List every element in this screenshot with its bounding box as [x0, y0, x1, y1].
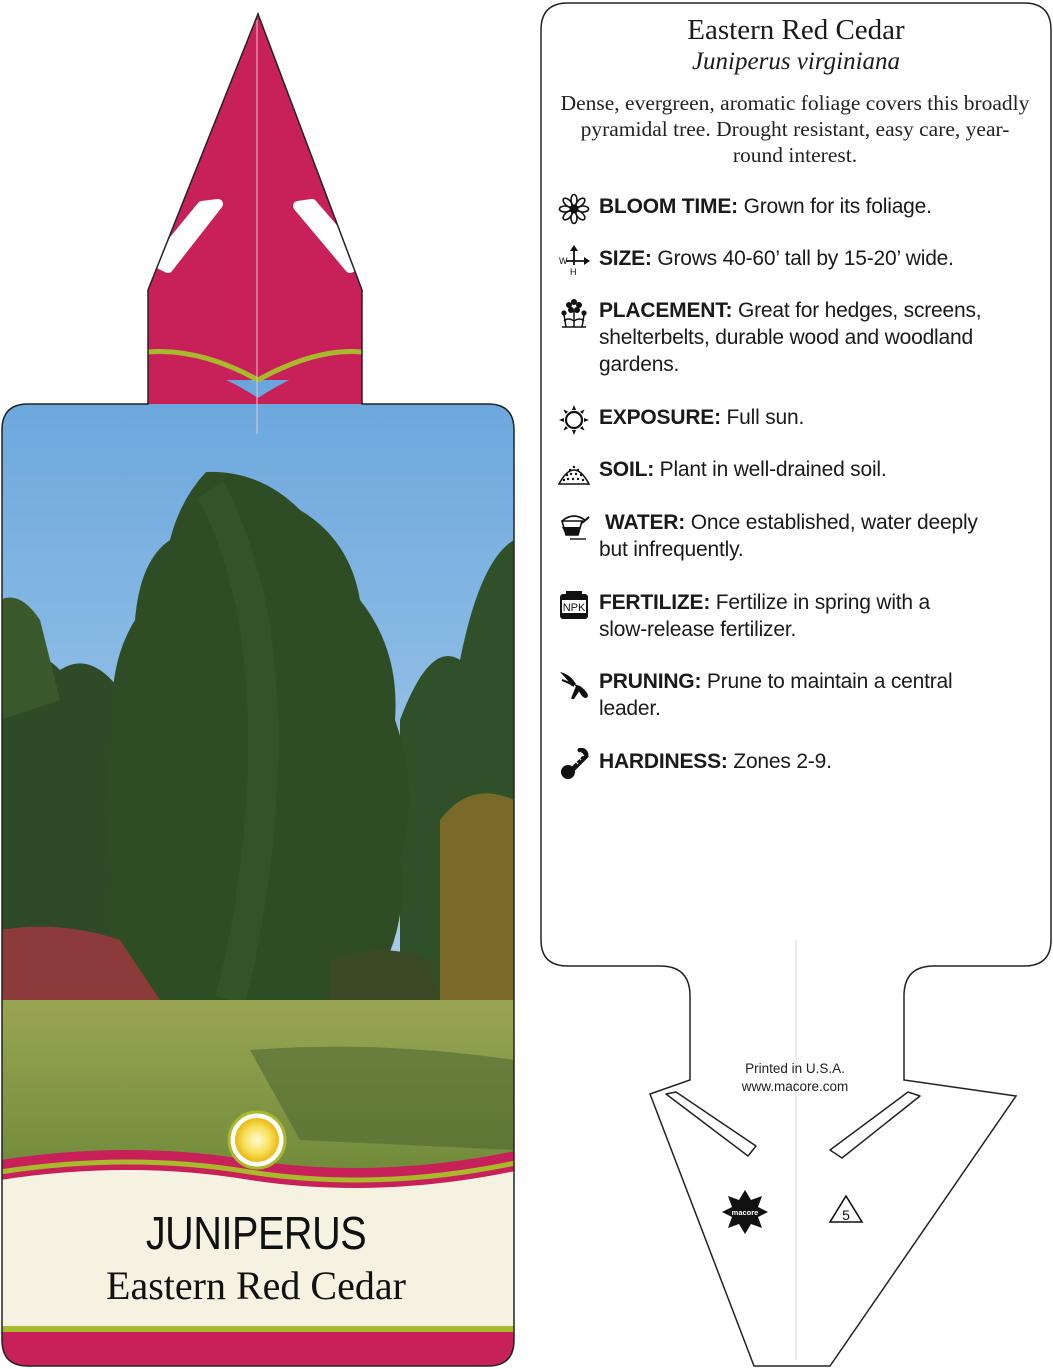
macore-logo: [722, 1190, 768, 1234]
placement-flowers-icon: [558, 297, 590, 329]
care-line: shelterbelts, durable wood and woodland: [599, 326, 973, 349]
care-line: slow-release fertilizer.: [599, 618, 797, 641]
care-line: leader.: [599, 697, 661, 720]
latin-name: Juniperus virginiana: [691, 48, 901, 75]
printed-origin: Printed in U.S.A.: [745, 1061, 845, 1076]
care-line: Plant in well-drained soil.: [659, 458, 887, 481]
sun-icon: [558, 404, 590, 436]
care-label: SIZE:: [599, 247, 652, 270]
care-line: Fertilize in spring with a: [715, 591, 931, 614]
tree-photo: [0, 380, 520, 1180]
care-line: Full sun.: [726, 406, 805, 429]
care-label: PLACEMENT:: [599, 299, 733, 322]
care-label: EXPOSURE:: [599, 406, 721, 429]
care-line: but infrequently.: [599, 538, 744, 561]
svg-text:macore: macore: [731, 1208, 759, 1217]
watering-can-icon: [558, 509, 590, 541]
plant-title: Eastern Red Cedar: [687, 14, 905, 46]
care-line: Zones 2-9.: [733, 750, 832, 773]
care-label: PRUNING:: [599, 670, 702, 693]
svg-text:NPK: NPK: [562, 602, 586, 614]
thermometer-icon: [558, 748, 590, 780]
printed-info: [700, 1060, 890, 1096]
pruners-icon: [558, 668, 590, 700]
front-common-name: Eastern Red Cedar: [106, 1263, 406, 1308]
printed-url: www.macore.com: [741, 1079, 849, 1094]
svg-text:5: 5: [842, 1207, 850, 1223]
care-line: Grown for its foliage.: [743, 195, 932, 218]
care-line: Once established, water deeply: [690, 511, 978, 534]
size-arrows-icon: [558, 245, 590, 277]
care-label: BLOOM TIME:: [599, 195, 738, 218]
care-label: WATER:: [605, 511, 686, 534]
front-spike-fill: [0, 0, 520, 420]
care-label: SOIL:: [599, 458, 654, 481]
care-label: FERTILIZE:: [599, 591, 711, 614]
full-sun-icon: [229, 1112, 285, 1168]
npk-fertilizer-icon: [558, 589, 590, 621]
front-genus-name: JUNIPERUS: [145, 1207, 367, 1259]
svg-text:H: H: [570, 267, 577, 277]
care-line: Great for hedges, screens,: [737, 299, 982, 322]
flower-icon: [558, 193, 590, 225]
svg-text:W: W: [559, 256, 568, 266]
care-label: HARDINESS:: [599, 750, 728, 773]
soil-mound-icon: [558, 456, 590, 488]
care-line: gardens.: [599, 353, 680, 376]
front-tag: [0, 0, 520, 1369]
plant-description: Dense, evergreen, aromatic foliage covers this broadly pyramidal tree. Drought resistant, easy care, year-round interest.: [560, 91, 1030, 167]
care-line: Grows 40-60’ tall by 15-20’ wide.: [657, 247, 954, 270]
care-line: Prune to maintain a central: [706, 670, 953, 693]
